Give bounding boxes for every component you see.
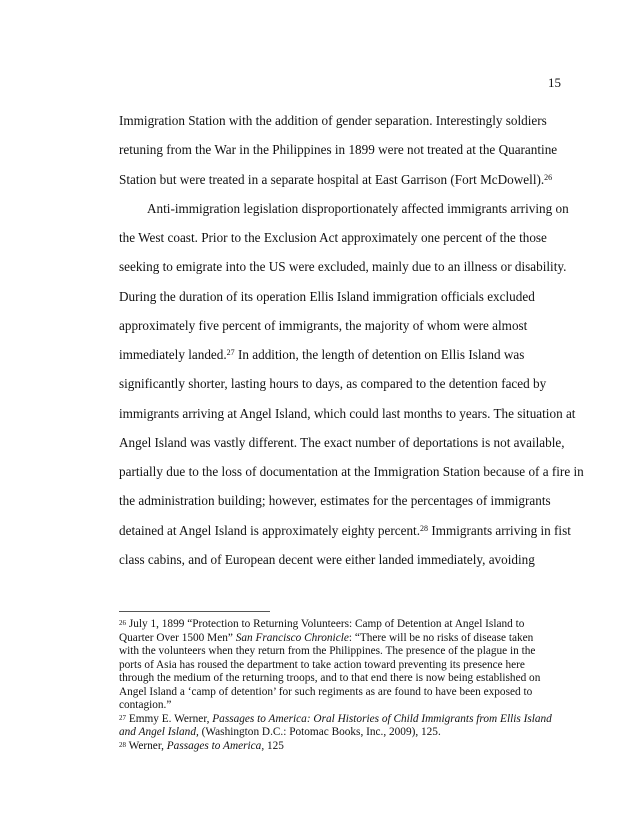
footnote-line: ports of Asia has roused the department to take action toward preventing its presence here	[119, 658, 525, 671]
body-text	[119, 106, 584, 574]
body-line: significantly shorter, lasting hours to days, as compared to the detention faced by	[119, 376, 547, 392]
body-line: immigrants arriving at Angel Island, which could last months to years. The situation at	[119, 405, 576, 421]
footnote-ref: 28	[420, 523, 429, 533]
body-line: Immigration Station with the addition of gender separation. Interestingly soldiers	[119, 113, 547, 128]
footnote-line: Angel Island a ‘camp of detention’ for such regiments as are found to have been exposed to	[119, 685, 533, 698]
footnote-line: Quarter Over 1500 Men” San Francisco Chronicle: “There will be no risks of disease taken	[119, 631, 534, 644]
source-title: and Angel Island,	[119, 726, 199, 738]
footnote-line: contagion.”	[119, 699, 172, 711]
footnote-ref: 27	[226, 348, 235, 357]
body-line: immediately landed.$^{27}$ In addition, the length of detention on Ellis Island was	[119, 347, 525, 362]
footnote-separator	[119, 611, 270, 612]
body-line: class cabins, and of European decent were either landed immediately, avoiding	[119, 551, 535, 567]
footnote-line: $^{27}$ Emmy E. Werner, Passages to America: Oral Histories of Child Immigrants from Ellis Island	[119, 712, 552, 725]
source-title: Passages to America: Oral Histories of Child Immigrants from Ellis Island	[212, 712, 552, 725]
footnote-ref: 26	[544, 172, 553, 182]
source-title: Passages to America,	[166, 739, 265, 752]
footnote-number: 28	[119, 740, 126, 749]
body-line: Angel Island was vastly different. The exact number of deportations is not available,	[119, 434, 565, 450]
footnote-line: $^{26}$ July 1, 1899 “Protection to Returning Volunteers: Camp of Detention at Angel Island to	[119, 618, 525, 630]
body-line: Station but were treated in a separate hospital at East Garrison (Fort McDowell).$^{26}$	[119, 171, 553, 187]
footnotes	[119, 618, 569, 753]
body-line: the administration building; however, estimates for the percentages of immigrants	[119, 493, 551, 509]
page-number: 15	[548, 75, 561, 90]
source-title: San Francisco Chronicle	[235, 631, 349, 644]
footnote-line: and Angel Island, (Washington D.C.: Potomac Books, Inc., 2009), 125.	[119, 726, 441, 738]
footnote-number: 26	[119, 619, 126, 627]
body-line: seeking to emigrate into the US were excluded, mainly due to an illness or disability.	[119, 259, 567, 275]
body-line: During the duration of its operation Ellis Island immigration officials excluded	[119, 288, 535, 304]
body-line: retuning from the War in the Philippines in 1899 were not treated at the Quarantine	[119, 142, 558, 158]
footnote-line: with the volunteers when they return from the Philippines. The presence of the plague in the	[119, 645, 536, 657]
footnote-number: 27	[119, 713, 126, 722]
body-line: approximately five percent of immigrants, the majority of whom were almost	[119, 317, 528, 333]
paragraph-start: Anti-immigration legislation disproportionately affected immigrants arriving on	[147, 200, 569, 216]
footnote-line: $^{28}$ Werner, Passages to America, 125	[119, 739, 284, 752]
body-line: the West coast. Prior to the Exclusion Act approximately one percent of the those	[119, 230, 547, 245]
footnote-line: through the medium of the returning troops, and to that end there is now being established on	[119, 672, 541, 684]
body-line: partially due to the loss of documentation at the Immigration Station because of a fire in	[119, 464, 584, 479]
body-line: detained at Angel Island is approximately eighty percent.$^{28}$ Immigrants arriving in fist	[119, 522, 571, 538]
